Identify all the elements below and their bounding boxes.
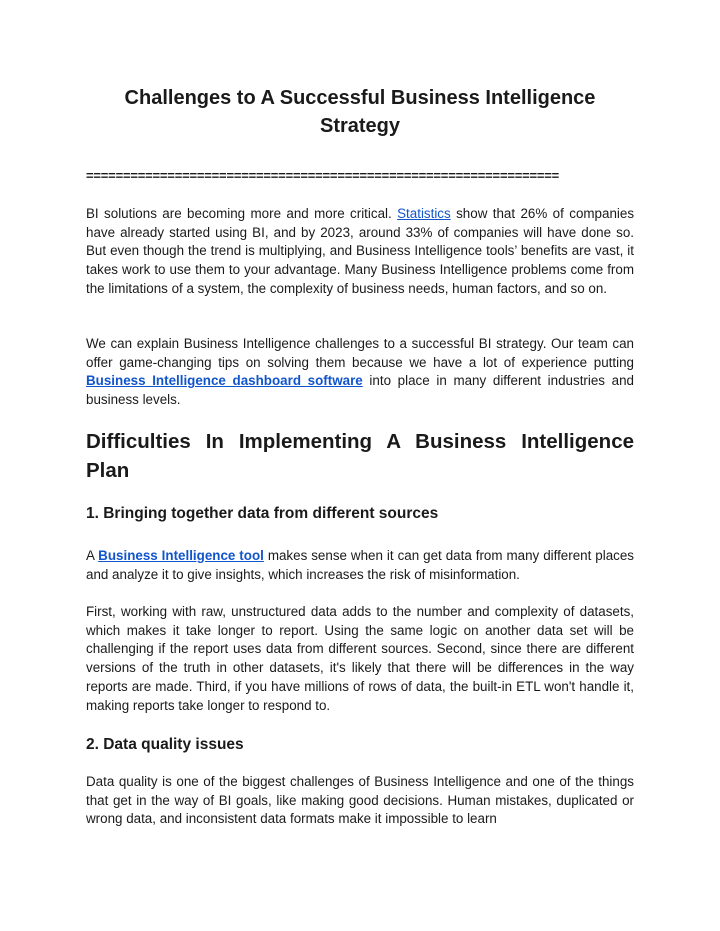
statistics-link[interactable]: Statistics (397, 206, 451, 221)
page-title: Challenges to A Successful Business Intelligence Strategy (124, 87, 596, 137)
data-quality-paragraph-1: Data quality is one of the biggest challenges of Business Intelligence and one of the things that get in the way of BI goals, like making good decisions. Human mistakes, duplicated or wrong data, and inconsistent data formats make it impossible to learn (86, 774, 634, 827)
intro-p2-text-before: We can explain Business Intelligence challenges to a successful BI strategy. Our team can offer game-changing tips on solving them because we have a lot of experience putting (86, 336, 634, 370)
data-sources-p1-after: makes sense when it can get data from many different places and analyze it to give insights, which increases the risk of misinformation. (86, 548, 635, 582)
bi-tool-link[interactable]: Business Intelligence tool (98, 548, 264, 563)
intro-paragraph-2 (86, 335, 634, 410)
subheading-data-sources: 1. Bringing together data from different sources (86, 505, 439, 522)
subheading-data-quality: 2. Data quality issues (86, 736, 244, 753)
separator-line: ================================================================ (86, 168, 560, 183)
data-sources-paragraph-1 (86, 547, 634, 584)
intro-p2-text-after: into place in many different industries and business levels. (86, 373, 635, 408)
section-heading: Difficulties In Implementing A Business Intelligence Plan (86, 430, 634, 482)
bi-dashboard-software-link[interactable]: Business Intelligence dashboard software (86, 373, 363, 389)
data-sources-paragraph-2: First, working with raw, unstructured data adds to the number and complexity of datasets, which makes it take longer to report. Using the same logic on another data set will be challenging if the report uses data from different sources. Second, since there are different versions of the truth in other datasets, it's likely that there will be differences in the way reports are made. Third, if you have millions of rows of data, the built-in ETL won't handle it, making reports take longer to respond to. (86, 604, 634, 713)
intro-p1-text-after: show that 26% of companies have already started using BI, and by 2023, around 33% of companies will have done so. But even though the trend is multiplying, and Business Intelligence tools’ benefits are vast, it takes work to use them to your advantage. Many Business Intelligence problems come from the limitations of a system, the complexity of business needs, human factors, and so on. (86, 206, 635, 296)
intro-p1-text-before: BI solutions are becoming more and more critical. (86, 206, 398, 221)
intro-paragraph-1 (86, 205, 634, 299)
data-sources-p1-before: A (86, 548, 99, 563)
